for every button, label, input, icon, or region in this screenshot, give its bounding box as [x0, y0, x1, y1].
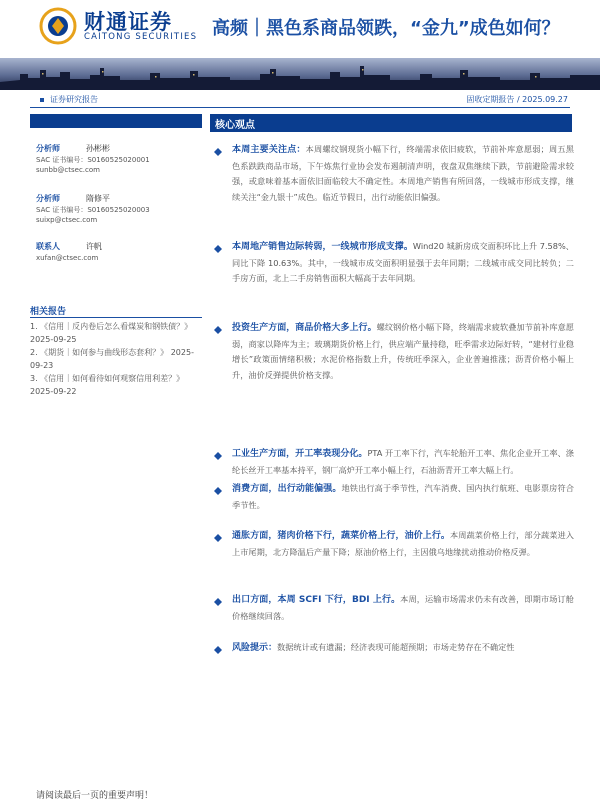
contact-email: xufan@ctsec.com — [36, 253, 99, 262]
core-point-head: 本周地产销售边际转弱，一线城市形成支撑。 — [232, 242, 413, 252]
core-point-body: 螺纹钢价格小幅下降，终端需求疲软叠加节前补库意愿弱，商家以降库为主；玻璃期货价格上行，供应端产量持稳，旺季需求边际好转，“建材行业稳增长”政策面情绪积极；水泥价格指数上升，传统旺季深入，企业普遍推涨；沥青价格小幅上升，油价反弹提供价格支撑。 — [232, 322, 574, 380]
contact-card — [36, 242, 202, 263]
related-divider — [30, 317, 202, 318]
analyst-email: suixp@ctsec.com — [36, 216, 98, 224]
diamond-bullet-icon — [214, 487, 222, 495]
caitong-logo-icon — [38, 6, 78, 46]
core-point — [232, 640, 574, 657]
analyst-cert: SAC 证书编号：S0160525020003 — [36, 205, 150, 214]
core-point — [232, 446, 574, 478]
related-report-item[interactable]: 3. 《信用｜如何看待如何观察信用利差？》 2025-09-22 — [30, 374, 185, 396]
diamond-bullet-icon — [214, 598, 222, 606]
meta-divider — [30, 107, 570, 108]
diamond-bullet-icon — [214, 245, 222, 253]
core-point-body: PTA 开工率下行，汽车轮胎开工率、焦化企业开工率、涤纶长丝开工率基本持平，钢厂高炉开工率小幅上行，石油沥青开工率大幅上行。 — [232, 448, 574, 475]
logo-cn-text: 财通证券 — [84, 9, 172, 34]
city-skyline-banner — [0, 58, 600, 90]
diamond-bullet-icon — [214, 148, 222, 156]
analyst-role: 分析师 — [36, 194, 60, 203]
report-title: 高频｜黑色系商品领跌，“金九”成色如何？ — [212, 18, 560, 39]
analyst-email: sunbb@ctsec.com — [36, 166, 100, 174]
core-point-head: 消费方面，出行动能偏强。 — [232, 484, 342, 494]
core-point-body: 数据统计或有遗漏；经济表现可能超预期；市场走势存在不确定性 — [277, 642, 515, 652]
core-header-bar — [210, 114, 572, 132]
report-type: 证券研究报告 — [40, 94, 98, 105]
related-report-item[interactable]: 1. 《信用｜反内卷后怎么看煤炭和钢铁债？》 2025-09-25 — [30, 322, 193, 344]
analyst-cert: SAC 证书编号：S0160525020001 — [36, 155, 150, 164]
core-point — [232, 592, 574, 624]
diamond-bullet-icon — [214, 326, 222, 334]
core-point-body: 地铁出行高于季节性，汽车消费、国内执行航班、电影票房符合季节性。 — [232, 483, 574, 510]
analyst-card — [36, 144, 202, 176]
related-reports-title: 相关报告 — [30, 307, 67, 317]
related-report-item[interactable]: 2. 《期货｜如何参与曲线形态套利？》 2025-09-23 — [30, 348, 194, 370]
core-point — [232, 528, 574, 560]
core-point-head: 投资生产方面，商品价格大多上行。 — [232, 323, 377, 333]
core-point — [232, 142, 574, 205]
core-point-head: 出口方面，本周 SCFI 下行，BDI 上行。 — [232, 595, 401, 605]
core-point — [232, 239, 574, 287]
core-point — [232, 320, 574, 383]
analyst-name: 孙彬彬 — [86, 144, 110, 153]
core-point — [232, 481, 574, 513]
page-header — [0, 0, 600, 58]
core-point-body: 本周螺纹钢现货小幅下行，终端需求依旧疲软，节前补库意愿弱；周五黑色系跌跌商品市场，下午炼焦行业协会发布遏制清声明，夜盘双焦继续下跌，节前避险需求较强，或意味着基本面依旧面临较大不确定性。本周地产销售有所回落，一线城市形成支撑，继续关注“金九银十”成色。临近节假日，出行动能依旧偏强。 — [232, 144, 574, 202]
core-point-body: 本周蔬菜价格上行，部分蔬菜进入上市尾期，北方降温后产量下降；原油价格上行，主因俄乌地缘扰动推动价格反弹。 — [232, 530, 574, 557]
analyst-header-bar — [30, 114, 202, 128]
diamond-bullet-icon — [214, 534, 222, 542]
contact-name: 许帆 — [86, 242, 102, 251]
analyst-role: 分析师 — [36, 144, 60, 153]
core-point-head: 本周主要关注点： — [232, 145, 306, 155]
diamond-bullet-icon — [214, 452, 222, 460]
disclaimer-footer: 请阅读最后一页的重要声明！ — [36, 791, 154, 801]
core-point-body: Wind20 城新房成交面积环比上升 7.58%、同比下降 10.63%。其中，一线城市成交面积明显强于去年同期；二线城市成交同比转负；二手房方面，北上二手房销售面积大幅高于去年同期。 — [232, 241, 574, 284]
meta-bar — [0, 90, 600, 108]
report-date: 固收定期报告 / 2025.09.27 — [466, 95, 568, 104]
core-point-head: 通胀方面，猪肉价格下行，蔬菜价格上行，油价上行。 — [232, 531, 450, 541]
core-point-head: 工业生产方面，开工率表现分化。 — [232, 449, 368, 459]
analyst-name: 隋修平 — [86, 194, 110, 203]
diamond-bullet-icon — [214, 646, 222, 654]
core-point-head: 风险提示： — [232, 643, 278, 653]
core-point-body: 本周，运输市场需求仍未有改善，即期市场订舱价格继续回落。 — [232, 594, 574, 621]
core-views-title: 核心观点 — [215, 120, 255, 131]
contact-role: 联系人 — [36, 242, 60, 251]
logo-en-text: CAITONG SECURITIES — [84, 32, 198, 42]
analyst-card — [36, 194, 202, 226]
